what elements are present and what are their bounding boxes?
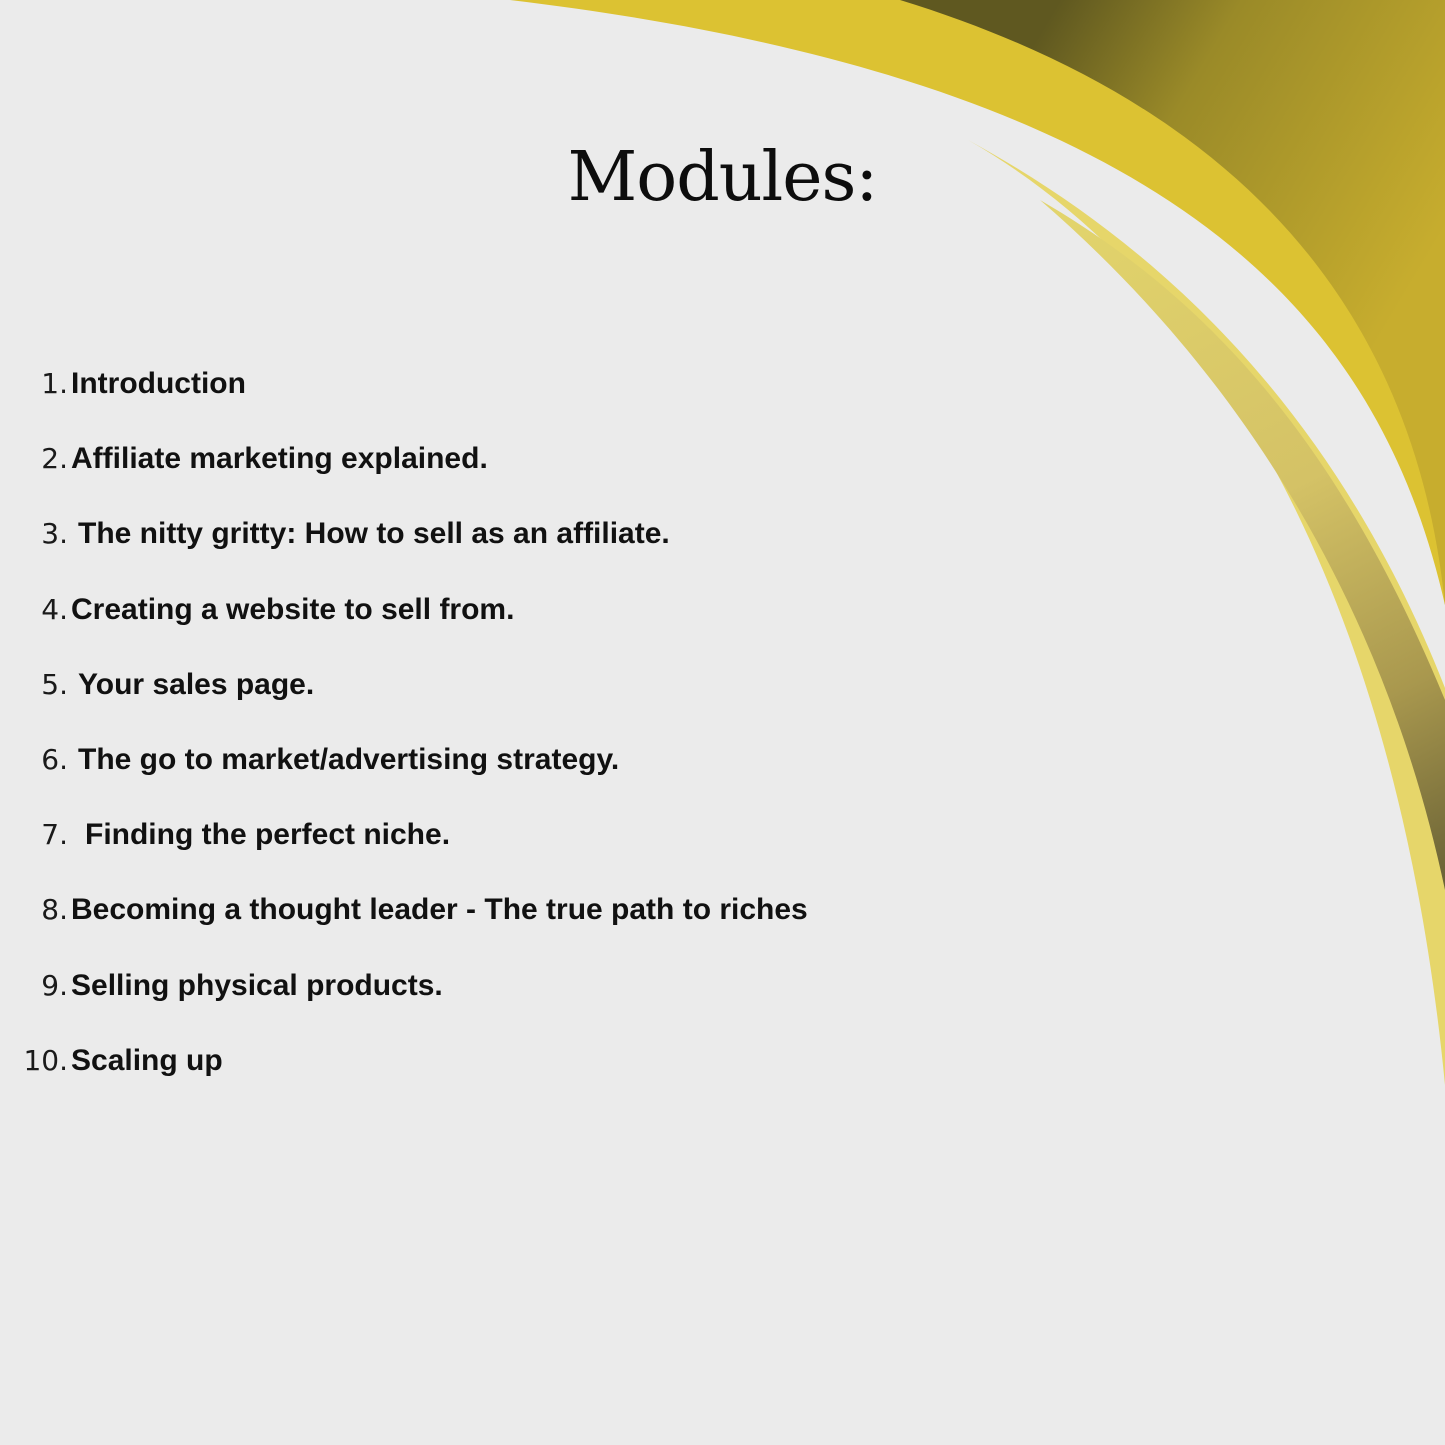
list-item-number: 6. bbox=[41, 742, 68, 776]
page-title: Modules: bbox=[567, 138, 878, 217]
list-item-number: 1. bbox=[41, 367, 68, 400]
list-item-label: The nitty gritty: How to sell as an affiliate. bbox=[78, 517, 670, 551]
list-item-label: Finding the perfect niche. bbox=[85, 818, 451, 852]
list-item-label: Your sales page. bbox=[78, 667, 315, 701]
list-item-number: 10. bbox=[23, 1043, 68, 1077]
list-item-label: Becoming a thought leader - The true path to riches bbox=[71, 893, 808, 927]
list-item-number: 4. bbox=[41, 592, 68, 626]
list-item-label: Introduction bbox=[71, 367, 246, 400]
list-item-label: The go to market/advertising strategy. bbox=[78, 742, 620, 776]
list-item-label: Affiliate marketing explained. bbox=[71, 442, 488, 476]
list-item-label: Creating a website to sell from. bbox=[71, 592, 515, 626]
list-item-label: Scaling up bbox=[71, 1043, 223, 1077]
list-item-number: 2. bbox=[41, 442, 68, 476]
list-item-number: 7. bbox=[41, 818, 68, 852]
list-item-number: 5. bbox=[41, 667, 68, 701]
list-item-label: Selling physical products. bbox=[71, 968, 443, 1002]
list-item-number: 9. bbox=[41, 968, 68, 1002]
list-item-number: 3. bbox=[41, 517, 68, 551]
list-item-number: 8. bbox=[41, 893, 68, 927]
